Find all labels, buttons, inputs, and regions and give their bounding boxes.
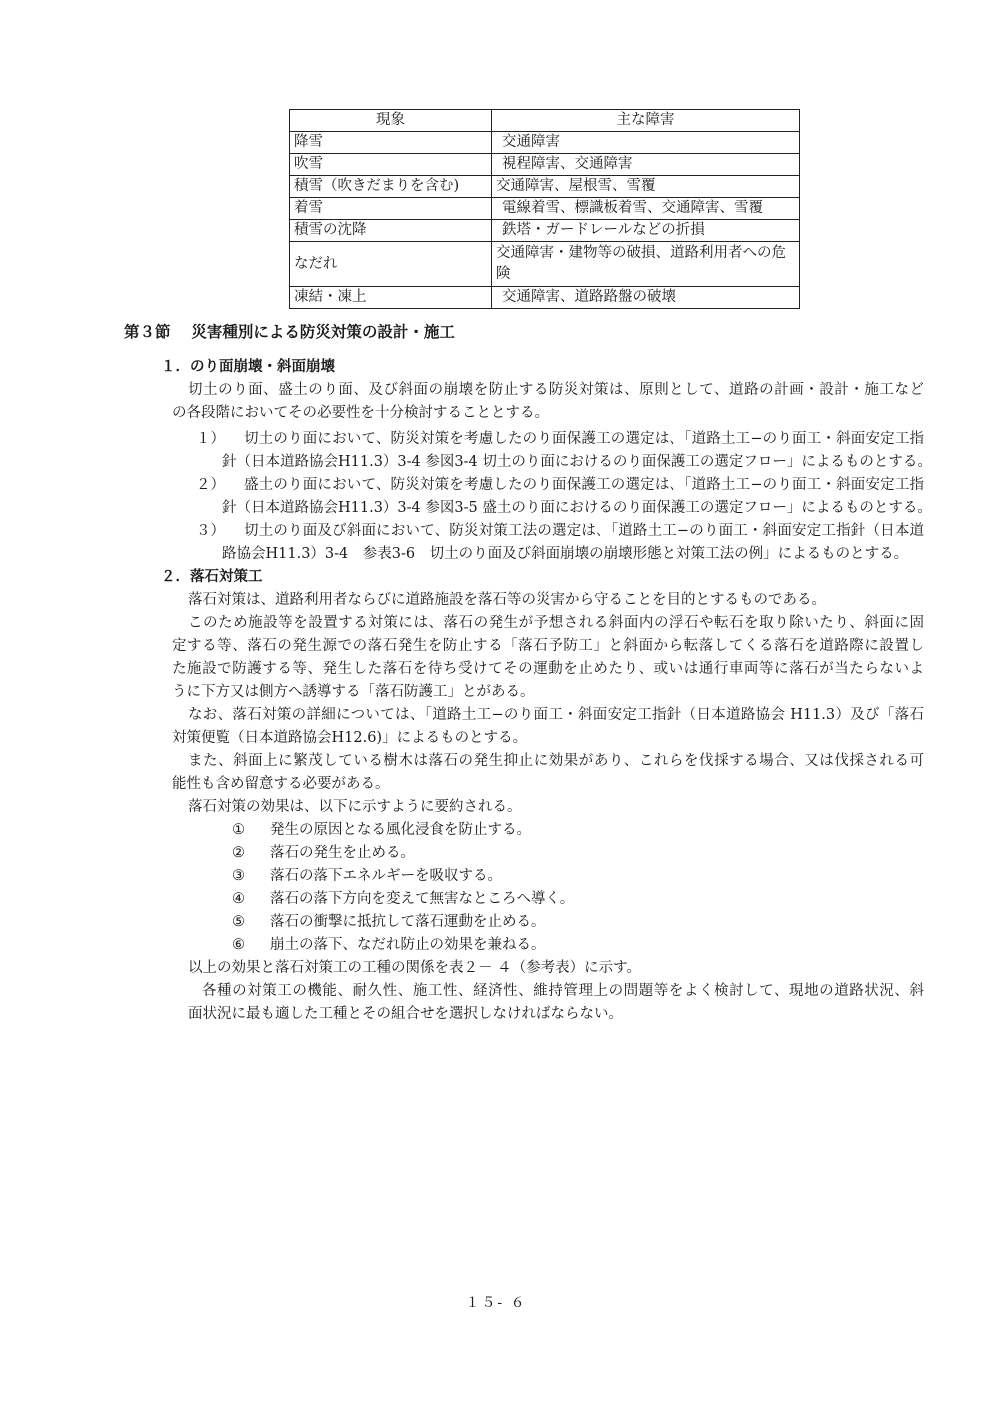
list-item-number: １） [196, 431, 225, 447]
paragraph-line: 以上の効果と落石対策工の工種の関係を表２－ ４（参考表）に示す。 [188, 960, 641, 976]
paragraph-line: 各種の対策工の機能、耐久性、施工性、経済性、維持管理上の問題等をよく検討して、現地の道路状況、斜 [202, 983, 924, 999]
paragraph-line: 落石対策は、道路利用者ならびに道路施設を落石等の災害から守ることを目的とするものである。 [188, 592, 826, 608]
effect-number: ③ [232, 868, 245, 884]
list-item-number: ２） [196, 477, 225, 493]
table-row [290, 176, 800, 198]
list-item-line: 針（日本道路協会H11.3）3-4 参図3-5 盛土のり面におけるのり面保護工の選定フロー」によるものとする。 [222, 500, 932, 516]
paragraph-line: の各段階においてその必要性を十分検討することとする。 [172, 405, 549, 421]
section-title: 第３節 災害種別による防災対策の設計・施工 [124, 323, 455, 341]
paragraph-line: なお、落石対策の詳細については、「道路土工−のり面工・斜面安定工指針（日本道路協会 H11.3）及び「落石 [188, 707, 924, 723]
effect-text: 落石の発生を止める。 [270, 845, 415, 861]
effect-number: ② [232, 845, 245, 861]
table-row [290, 132, 800, 154]
paragraph-line: このため施設等を設置する対策には、落石の発生が予想される斜面内の浮石や転石を取り除いたり、斜面に固 [188, 615, 924, 631]
paragraph-line: 能性も含め留意する必要がある。 [172, 776, 390, 792]
table-cell-damage: 交通障害 [492, 132, 800, 154]
effect-number: ⑥ [232, 937, 245, 953]
paragraph-line: また、斜面上に繁茂している樹木は落石の発生抑止に効果があり、これらを伐採する場合、又は伐採される可 [188, 753, 924, 769]
table-row [290, 220, 800, 242]
effect-number: ④ [232, 891, 245, 907]
table-cell-phenomenon: 積雪の沈降 [290, 220, 492, 242]
table-cell-phenomenon: 吹雪 [290, 154, 492, 176]
effect-text: 崩土の落下、なだれ防止の効果を兼ねる。 [270, 937, 546, 953]
table-row [290, 242, 800, 287]
paragraph-line: 切土のり面、盛土のり面、及び斜面の崩壊を防止する防災対策は、原則として、道路の計画・設計・施工など [188, 382, 924, 398]
effect-text: 落石の落下エネルギーを吸収する。 [270, 868, 502, 884]
table-header-row [290, 110, 800, 132]
effect-text: 発生の原因となる風化浸食を防止する。 [270, 822, 531, 838]
list-item-line: 切土のり面において、防災対策を考慮したのり面保護工の選定は､「道路土工−のり面工・斜面安定工指 [244, 431, 924, 447]
table-cell-phenomenon: なだれ [290, 242, 492, 287]
effect-text: 落石の衝撃に抵抗して落石運動を止める。 [270, 914, 546, 930]
table-cell-damage: 交通障害・建物等の破損、道路利用者への危険 [492, 242, 800, 287]
list-item-line: 針（日本道路協会H11.3）3-4 参図3-4 切土のり面におけるのり面保護工の選定フロー」によるものとする。 [222, 454, 932, 470]
table-cell-damage: 交通障害、道路路盤の破壊 [492, 287, 800, 309]
table-row [290, 198, 800, 220]
effect-number: ⑤ [232, 914, 245, 930]
paragraph-line: 面状況に最も適した工種とその組合せを選択しなければならない。 [188, 1006, 623, 1022]
paragraph-line: た施設で防護する等、発生した落石を待ち受けてその運動を止めたり、或いは通行車両等に落石が当たらないよ [172, 661, 924, 677]
table-row [290, 154, 800, 176]
paragraph-line: 定する等、落石の発生源での落石発生を防止する「落石予防工」と斜面から転落してくる落石を道路際に設置し [172, 638, 924, 654]
table-row [290, 287, 800, 309]
effect-number: ① [232, 822, 245, 838]
table-cell-phenomenon: 降雪 [290, 132, 492, 154]
paragraph-line: 対策便覧（日本道路協会H12.6)」によるものとする。 [172, 730, 528, 746]
table-cell-phenomenon: 積雪（吹きだまりを含む) [290, 176, 492, 198]
table-header-phenomenon: 現象 [290, 110, 492, 132]
table-cell-phenomenon: 着雪 [290, 198, 492, 220]
table-cell-damage: 交通障害、屋根雪、雪覆 [492, 176, 800, 198]
page-number: １５- ６ [465, 1295, 527, 1311]
hazard-table [289, 109, 800, 309]
table-cell-damage: 電線着雪、標識板着雪、交通障害、雪覆 [492, 198, 800, 220]
list-item-line: 盛土のり面において、防災対策を考慮したのり面保護工の選定は､「道路土工−のり面工・斜面安定工指 [244, 477, 924, 493]
subsection-title-slope: １．のり面崩壊・斜面崩壊 [161, 359, 335, 375]
table-cell-damage: 視程障害、交通障害 [492, 154, 800, 176]
list-item-number: ３） [196, 523, 225, 539]
effect-text: 落石の落下方向を変えて無害なところへ導く。 [270, 891, 575, 907]
table-cell-damage: 鉄塔・ガードレールなどの折損 [492, 220, 800, 242]
paragraph-line: 落石対策の効果は、以下に示すように要約される。 [188, 799, 522, 815]
paragraph-line: うに下方又は側方へ誘導する「落石防護工」とがある。 [172, 684, 535, 700]
table-cell-phenomenon: 凍結・凍上 [290, 287, 492, 309]
list-item-line: 切土のり面及び斜面において、防災対策工法の選定は､「道路土工−のり面工・斜面安定工指針（日本道 [244, 523, 924, 539]
list-item-line: 路協会H11.3）3-4 参表3-6 切土のり面及び斜面崩壊の崩壊形態と対策工法の例」によるものとする。 [222, 546, 909, 562]
table-header-damage: 主な障害 [492, 110, 800, 132]
subsection-title-rockfall: ２．落石対策工 [161, 569, 263, 585]
